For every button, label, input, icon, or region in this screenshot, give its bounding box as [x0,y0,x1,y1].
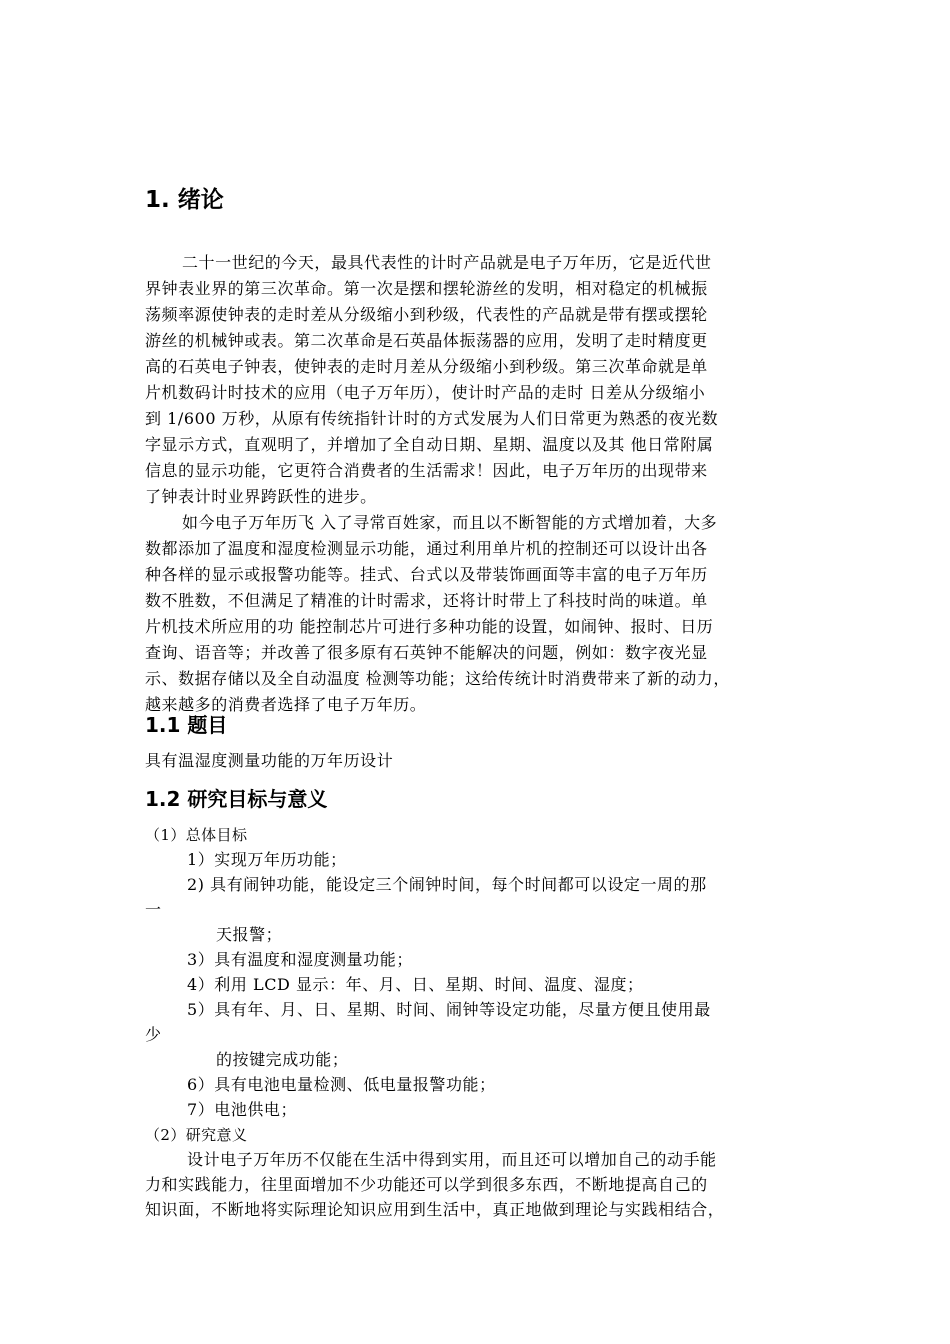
paragraph-line: 片机数码计时技术的应用（电子万年历），使计时产品的走时 日差从分级缩小 [145,383,706,402]
paragraph-line: 字显示方式，直观明了，并增加了全自动日期、星期、温度以及其 他日常附属 [145,435,714,454]
paragraph-line: 到 1/600 万秒，从原有传统指针计时的方式发展为人们日常更为熟悉的夜光数 [145,409,719,428]
paragraph-line: 数不胜数，不但满足了精准的计时需求，还将计时带上了科技时尚的味道。单 [145,591,708,610]
goal-item: 的按键完成功能； [216,1050,349,1069]
paragraph-line: 游丝的机械钟或表。第二次革命是石英晶体振荡器的应用，发明了走时精度更 [145,331,708,350]
paragraph-line: 了钟表计时业界跨跃性的进步。 [145,487,377,506]
paragraph-line: 如今电子万年历飞 入了寻常百姓家，而且以不断智能的方式增加着，大多 [182,513,718,532]
section-heading-1-2: 1.2 研究目标与意义 [145,787,328,811]
paragraph-line: 界钟表业界的第三次革命。第一次是摆和摆轮游丝的发明，相对稳定的机械振 [145,279,708,298]
paragraph-line: 知识面，不断地将实际理论知识应用到生活中，真正地做到理论与实践相结合， [145,1200,725,1219]
meaning-label: （2）研究意义 [145,1126,248,1144]
paragraph-line: 数都添加了温度和湿度检测显示功能，通过利用单片机的控制还可以设计出各 [145,539,708,558]
paragraph-line: 越来越多的消费者选择了电子万年历。 [145,695,427,714]
paragraph-line: 设计电子万年历不仅能在生活中得到实用，而且还可以增加自己的动手能 [187,1150,717,1169]
chapter-heading: 1. 绪论 [145,187,224,213]
goal-label: （1）总体目标 [145,826,248,844]
paragraph-line: 信息的显示功能，它更符合消费者的生活需求！因此，电子万年历的出现带来 [145,461,708,480]
paragraph-line: 二十一世纪的今天，最具代表性的计时产品就是电子万年历，它是近代世 [182,253,712,272]
goal-item: 3）具有温度和湿度测量功能； [187,950,413,969]
paragraph-line: 查询、语音等；并改善了很多原有石英钟不能解决的问题，例如：数字夜光显 [145,643,708,662]
paragraph-line: 片机技术所应用的功 能控制芯片可进行多种功能的设置，如闹钟、报时、日历 [145,617,714,636]
goal-item: 少 [145,1025,162,1044]
goal-item: 4）利用 LCD 显示：年、月、日、星期、时间、温度、湿度； [187,975,644,994]
goal-item: 天报警； [216,925,283,944]
paragraph-line: 示、数据存储以及全自动温度 检测等功能；这给传统计时消费带来了新的动力， [145,669,730,688]
paragraph-line: 荡频率源使钟表的走时差从分级缩小到秒级，代表性的产品就是带有摆或摆轮 [145,305,708,324]
goal-item: 6）具有电池电量检测、低电量报警功能； [187,1075,496,1094]
paragraph-line: 种各样的显示或报警功能等。挂式、台式以及带装饰画面等丰富的电子万年历 [145,565,708,584]
section-text: 具有温湿度测量功能的万年历设计 [145,751,394,770]
paragraph-line: 力和实践能力，往里面增加不少功能还可以学到很多东西，不断地提高自己的 [145,1175,708,1194]
paragraph-line: 高的石英电子钟表，使钟表的走时月差从分级缩小到秒级。第三次革命就是单 [145,357,708,376]
goal-item: 2) 具有闹钟功能，能设定三个闹钟时间，每个时间都可以设定一周的那 [187,875,707,894]
goal-item: 一 [145,900,162,919]
goal-item: 7）电池供电； [187,1100,298,1119]
goal-item: 1）实现万年历功能； [187,850,347,869]
goal-item: 5）具有年、月、日、星期、时间、闹钟等设定功能，尽量方便且使用最 [187,1000,711,1019]
section-heading-1-1: 1.1 题目 [145,713,228,737]
